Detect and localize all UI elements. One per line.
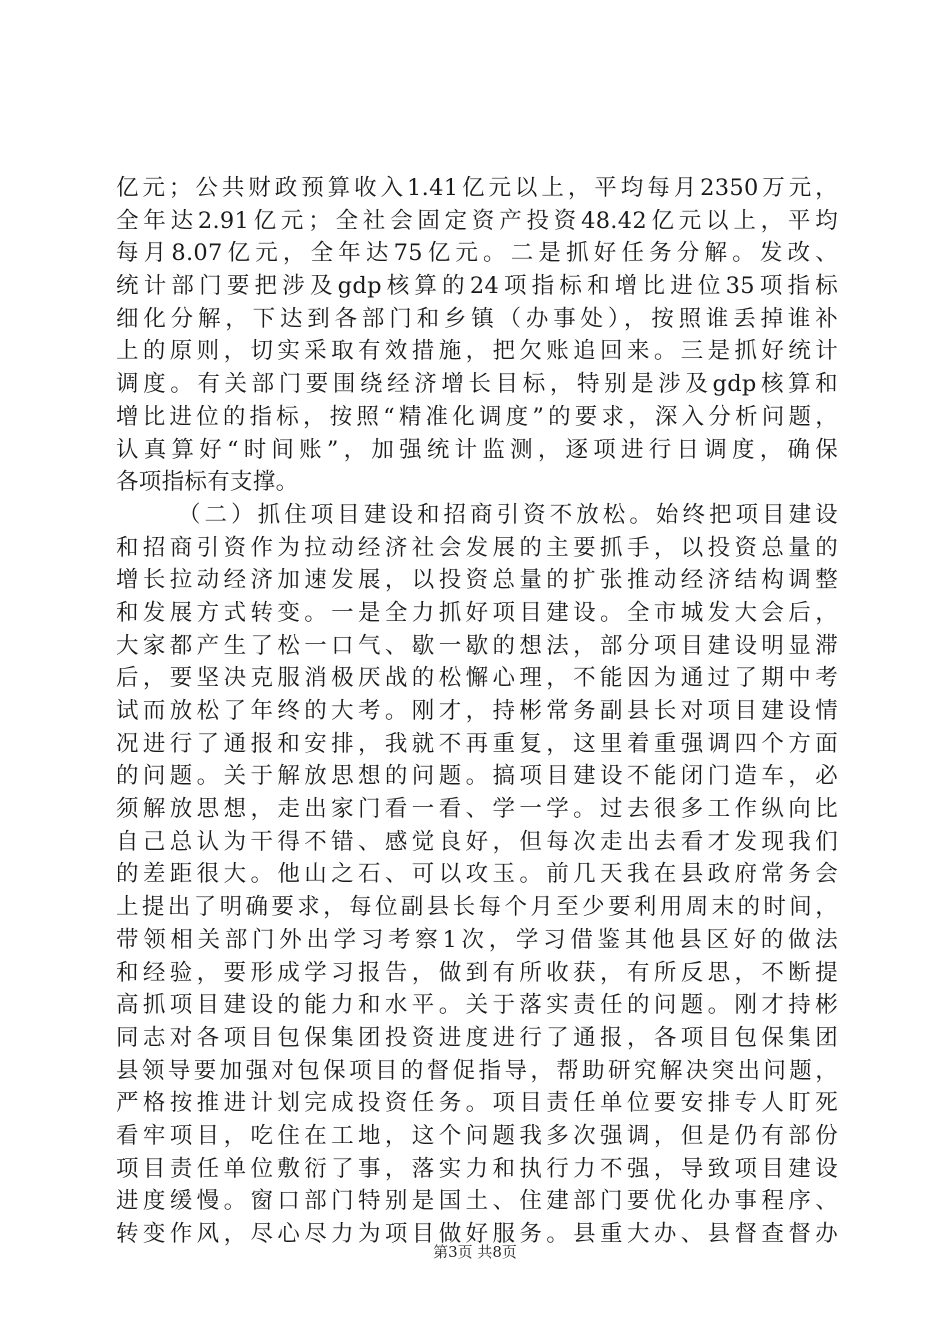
text-line: 大家都产生了松一口气、歇一歇的想法，部分项目建设明显滞 [116, 632, 838, 659]
text-line: 认真算好“时间账”，加强统计监测，逐项进行日调度，确保 [116, 436, 838, 463]
text-line: 须解放思想，走出家门看一看、学一学。过去很多工作纵向比 [116, 796, 838, 823]
text-line: 试而放松了年终的大考。刚才，持彬常务副县长对项目建设情 [116, 698, 838, 724]
text-line: 和经验，要形成学习报告，做到有所收获，有所反思，不断提 [116, 959, 838, 986]
section-heading-line: （二）抓住项目建设和招商引资不放松。始终把项目建设 [178, 501, 838, 528]
text-line: 上提出了明确要求，每位副县长每个月至少要利用周末的时间， [116, 894, 838, 921]
text-line: 高抓项目建设的能力和水平。关于落实责任的问题。刚才持彬 [116, 992, 838, 1019]
text-line: 全年达2.91亿元；全社会固定资产投资48.42亿元以上，平均 [116, 207, 838, 234]
text-line: 转变作风，尽心尽力为项目做好服务。县重大办、县督查督办 [116, 1221, 838, 1247]
text-line: 调度。有关部门要围绕经济增长目标，特别是涉及gdp核算和 [116, 371, 838, 398]
text-line: 和招商引资作为拉动经济社会发展的主要抓手，以投资总量的 [116, 534, 838, 561]
body-text [116, 172, 838, 1251]
text-line: 统计部门要把涉及gdp核算的24项指标和增比进位35项指标 [116, 273, 838, 300]
text-line: 细化分解，下达到各部门和乡镇（办事处），按照谁丢掉谁补 [116, 305, 838, 332]
text-line: 的差距很大。他山之石、可以攻玉。前几天我在县政府常务会 [116, 861, 838, 888]
text-line: 严格按推进计划完成投资任务。项目责任单位要安排专人盯死 [116, 1090, 838, 1117]
text-line: 看牢项目，吃住在工地，这个问题我多次强调，但是仍有部份 [116, 1122, 838, 1149]
text-line: 的问题。关于解放思想的问题。搞项目建设不能闭门造车，必 [116, 763, 838, 790]
text-line: 亿元；公共财政预算收入1.41亿元以上，平均每月2350万元， [116, 175, 838, 201]
text-line: 进度缓慢。窗口部门特别是国土、住建部门要优化办事程序、 [116, 1188, 838, 1215]
text-line: 县领导要加强对包保项目的督促指导，帮助研究解决突出问题， [116, 1057, 838, 1084]
text-line: 后，要坚决克服消极厌战的松懈心理，不能因为通过了期中考 [116, 665, 838, 692]
text-line: 带领相关部门外出学习考察1次，学习借鉴其他县区好的做法 [116, 926, 838, 953]
text-line: 项目责任单位敷衍了事，落实力和执行力不强，导致项目建设 [116, 1155, 838, 1182]
text-line: 和发展方式转变。一是全力抓好项目建设。全市城发大会后， [116, 599, 838, 626]
text-line: 自己总认为干得不错、感觉良好，但每次走出去看才发现我们 [116, 828, 838, 855]
text-line: 各项指标有支撑。 [116, 469, 299, 496]
text-line: 上的原则，切实采取有效措施，把欠账追回来。三是抓好统计 [116, 338, 838, 365]
text-line: 每月8.07亿元，全年达75亿元。二是抓好任务分解。发改、 [116, 240, 838, 267]
text-line: 增比进位的指标，按照“精准化调度”的要求，深入分析问题， [116, 403, 838, 430]
text-line: 同志对各项目包保集团投资进度进行了通报，各项目包保集团 [116, 1024, 838, 1051]
text-line: 况进行了通报和安排，我就不再重复，这里着重强调四个方面 [116, 730, 838, 757]
text-line: 增长拉动经济加速发展，以投资总量的扩张推动经济结构调整 [116, 567, 838, 594]
page-footer: 第3页 共8页 [433, 1243, 517, 1261]
